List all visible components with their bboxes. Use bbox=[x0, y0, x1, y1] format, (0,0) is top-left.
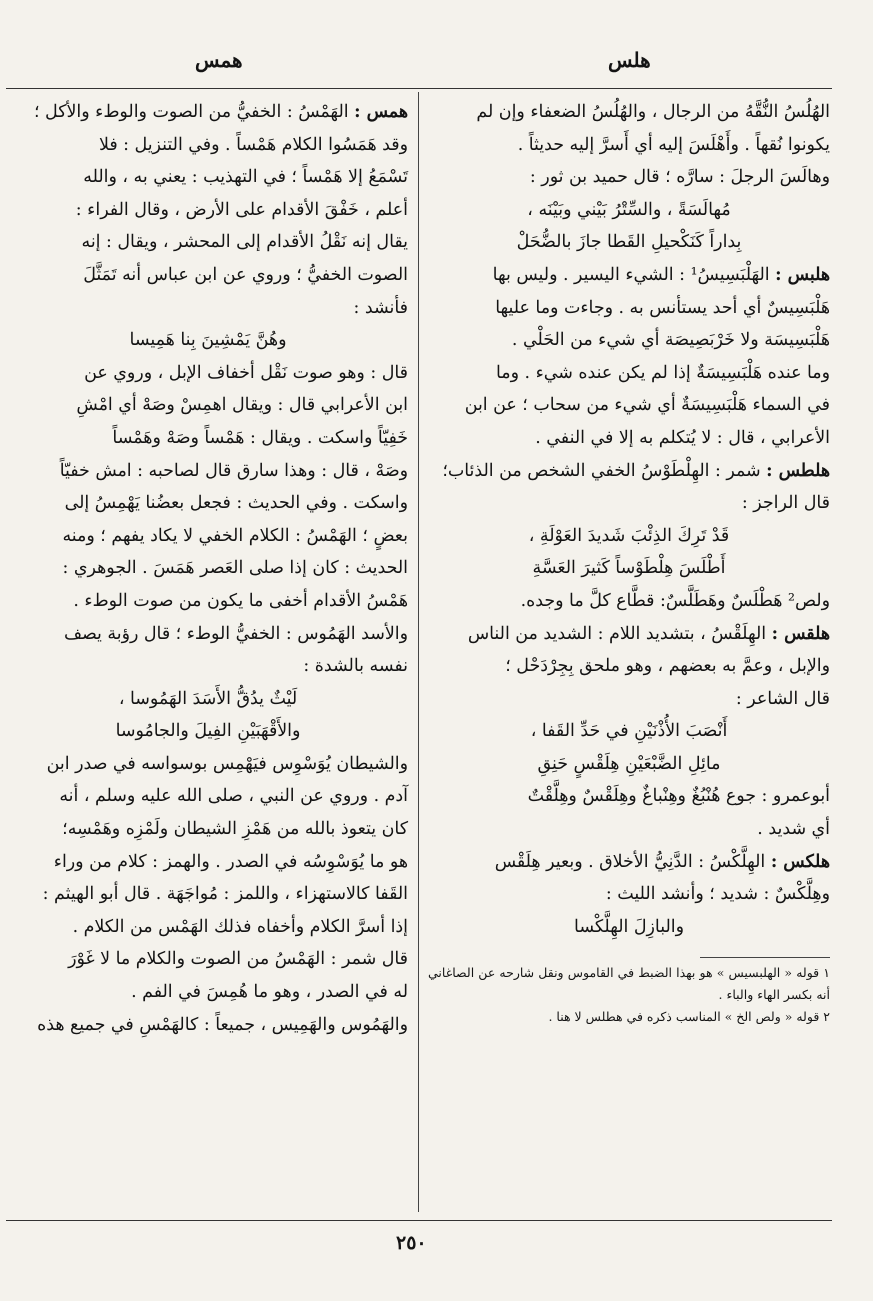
text-line: نفسه بالشدة : bbox=[303, 656, 408, 677]
footnote: ٢ قوله « ولص الخ » المناسب ذكره في هطلس لا هنا . bbox=[548, 1009, 830, 1025]
text-line: ابن الأعرابي قال : ويقال اهمِسْ وصَهْ أي امْشِ bbox=[76, 395, 408, 416]
text-line: قال الراجز : bbox=[741, 493, 830, 514]
text-line: هَلْبَسِيسٌ أي أحد يستأنس به . وجاءت وما عليها bbox=[495, 297, 830, 318]
text-line: وما عنده هَلْبَسِيسَةٌ إذا لم يكن عنده شيء . وما bbox=[495, 362, 830, 383]
entry-halqas bbox=[428, 618, 830, 651]
running-head-right: هلس bbox=[608, 48, 651, 72]
running-head-left: همس bbox=[195, 48, 243, 72]
text-line: أي شديد . bbox=[757, 819, 830, 840]
text-line: وهِلَّكْسٌ : شديد ؛ وأنشد الليث : bbox=[605, 884, 830, 905]
top-rule bbox=[6, 88, 832, 89]
footnote: ١ قوله « الهلبسيس » هو بهذا الضبط في القاموس ونقل شارحه عن الصاغاني أنه بكسر الهاء والباء . bbox=[428, 965, 830, 1003]
text-line: قال : وهو صوت نَقْل أخفاف الإبل ، وروي عن bbox=[84, 362, 408, 383]
text-line: وقد هَمَسُوا الكلام هَمْساً . وفي التنزيل : فلا bbox=[98, 134, 408, 155]
text-line: خَفِيّاً واسكت . ويقال : هَمْساً وصَهْ وهَمْساً bbox=[112, 427, 408, 448]
text-line: هَمْسُ الأقدام أخفى ما يكون من صوت الوطء . bbox=[73, 590, 408, 611]
text-line: يكونوا نُقهاً . وأَهْلَسَ إليه أي أَسرَّ إليه حديثاً . bbox=[517, 134, 830, 155]
headword: هلبس : bbox=[775, 264, 830, 285]
verse-line: أَطْلَسَ هِلْطَوْساً كَثيرَ العَسَّةِ bbox=[532, 558, 726, 579]
left-column bbox=[8, 96, 408, 1041]
bottom-rule bbox=[6, 1220, 832, 1221]
verse-line: لَيْثٌ يدُقُّ الأَسَدَ الهَمُوسا ، bbox=[118, 688, 298, 709]
text-line: بعضٍ ؛ الهَمْسُ : الكلام الخفي لا يكاد يفهم ؛ ومنه bbox=[62, 525, 408, 546]
footnote-rule bbox=[700, 957, 830, 958]
headword: هلطس : bbox=[766, 460, 830, 481]
text-line: الأعرابي ، قال : لا يُتكلم به إلا في النفي . bbox=[535, 427, 830, 448]
text-line: الهَمْسُ : الخفيُّ من الصوت والوطء والأكل ؛ bbox=[33, 102, 349, 122]
page-number: ٢٥٠ bbox=[396, 1232, 427, 1254]
text-line: واسكت . وفي الحديث : فجعل بعضُنا يَهْمِسُ إلى bbox=[64, 493, 408, 514]
entry-hams bbox=[8, 96, 408, 129]
verse-line: والأَقْهَبَيْنِ الفِيلَ والجامُوسا bbox=[115, 721, 301, 742]
text-line: والأسد الهَمُوس : الخفيُّ الوطء ؛ قال رؤبة يصف bbox=[63, 623, 408, 644]
text-line: كان يتعوذ بالله من هَمْزِ الشيطان ولَمْزِه وهَمْسِه؛ bbox=[62, 819, 408, 840]
text-line: الهَلْبَسِيسُ¹ : الشيء اليسير . وليس بها bbox=[492, 264, 770, 285]
text-line: والإبل ، وعمَّ به بعضهم ، وهو ملحق بِجِرْدَحْل ؛ bbox=[505, 656, 830, 677]
text-line: قال الشاعر : bbox=[735, 688, 830, 709]
text-line: أبوعمرو : جوع هُنْبُغٌ وهِنْباغٌ وهِلَقْسٌ وهِلَّقْتٌ bbox=[527, 786, 830, 807]
text-line: الهُلُسُ النُّقَّهُ من الرجال ، والهُلُسُ الضعفاء وإن لم bbox=[476, 102, 830, 122]
right-column bbox=[428, 96, 830, 1028]
entry-haltas bbox=[428, 455, 830, 488]
text-line: وصَهْ ، قال : وهذا سارق قال لصاحبه : امش خفيّاً bbox=[59, 460, 408, 481]
text-line: فأنشد : bbox=[353, 297, 408, 318]
text-line: هو ما يُوَسْوِسُه في الصدر . والهمز : كلام من وراء bbox=[53, 851, 408, 872]
text-line: شمر : الهِلْطَوْسُ الخفي الشخص من الذئاب؛ bbox=[442, 460, 761, 481]
verse-line: قَدْ تَرِكَ الذِئْبَ شَديدَ العَوْلَةِ ، bbox=[528, 525, 730, 546]
text-line: يقال إنه نَقْلُ الأقدام إلى المحشر ، ويقال : إنه bbox=[81, 232, 408, 253]
text-line: والهَمُوس والهَمِيس ، جميعاً : كالهَمْسِ في جميع هذه bbox=[37, 1014, 408, 1035]
text-line: والشيطان يُوَسْوِس فيَهْمِس بوسواسه في صدر ابن bbox=[46, 753, 408, 774]
text-line: قال شمر : الهَمْسُ من الصوت والكلام ما لا غَوْرَ bbox=[68, 949, 408, 970]
entry-halbasis bbox=[428, 259, 830, 292]
headword: همس : bbox=[354, 102, 408, 122]
text-line: في السماء هَلْبَسِيسَةٌ أي شيء من سحاب ؛ عن ابن bbox=[464, 395, 830, 416]
text-line: الحديث : كان إذا صلى العَصر هَمَسَ . الجوهري : bbox=[62, 558, 408, 579]
headword: هلكس : bbox=[770, 851, 830, 872]
text-line: له في الصدر ، وهو ما هُمِسَ في الفم . bbox=[131, 982, 408, 1003]
text-line: وهالَسَ الرجلَ : سارَّه ؛ قال حميد بن ثور : bbox=[529, 167, 830, 188]
text-line: أعلم ، خَفْقَ الأقدام على الأرض ، وقال الفراء : bbox=[75, 199, 408, 220]
text-line: تَسْمَعُ إلا هَمْساً ؛ في التهذيب : يعني به ، والله bbox=[83, 167, 408, 188]
headword: هلقس : bbox=[771, 623, 830, 644]
text-line: الهِلَقْسُ ، بتشديد اللام : الشديد من الناس bbox=[467, 623, 767, 644]
text-line: هَلْبَسِيسَة ولا خَرْبَصِيصَة أي شيء من الحَلْي . bbox=[511, 330, 830, 351]
verse-line: والبازِلَ الهِلَّكْسا bbox=[574, 916, 684, 937]
text-line: آدم . وروي عن النبي ، صلى الله عليه وسلم ، أنه bbox=[59, 786, 408, 807]
text-line: القَفا كالاستهزاء ، واللمز : مُواجَهَة . قال أبو الهيثم : bbox=[42, 884, 408, 905]
text-line: إذا أسرَّ الكلام وأخفاه فذلك الهَمْس من الكلام . bbox=[72, 916, 408, 937]
verse-line: أَنْصَبَ الأُذْنَيْنِ في حَدِّ القَفا ، bbox=[530, 721, 728, 742]
text-line: ولص² هَطْلَسٌ وهَطَلَّسٌ: قطَّاع كلَّ ما وجده. bbox=[520, 590, 830, 611]
entry-halkas bbox=[428, 846, 830, 879]
verse-line: مائِلِ الضَّبْعَيْنِ هِلَقْسٍ حَنِقِ bbox=[537, 753, 721, 774]
verse-line: مُهالَسَةً ، والسِّتْرُ بَيْني وبَيْنَه ، bbox=[527, 199, 731, 220]
text-line: الصوت الخفيُّ ؛ وروي عن ابن عباس أنه تَمَثَّلَ bbox=[83, 264, 408, 285]
column-divider bbox=[418, 92, 419, 1212]
verse-line: وهُنَّ يَمْشِينَ بِنا هَمِيسا bbox=[129, 330, 287, 351]
verse-line: بِداراً كَنَكْحيلِ القَطا جازَ بالضُّحَلْ bbox=[516, 232, 742, 253]
text-line: الهِلَّكْسُ : الدَّنِيُّ الأخلاق . وبعير هِلَقْس bbox=[494, 851, 766, 872]
